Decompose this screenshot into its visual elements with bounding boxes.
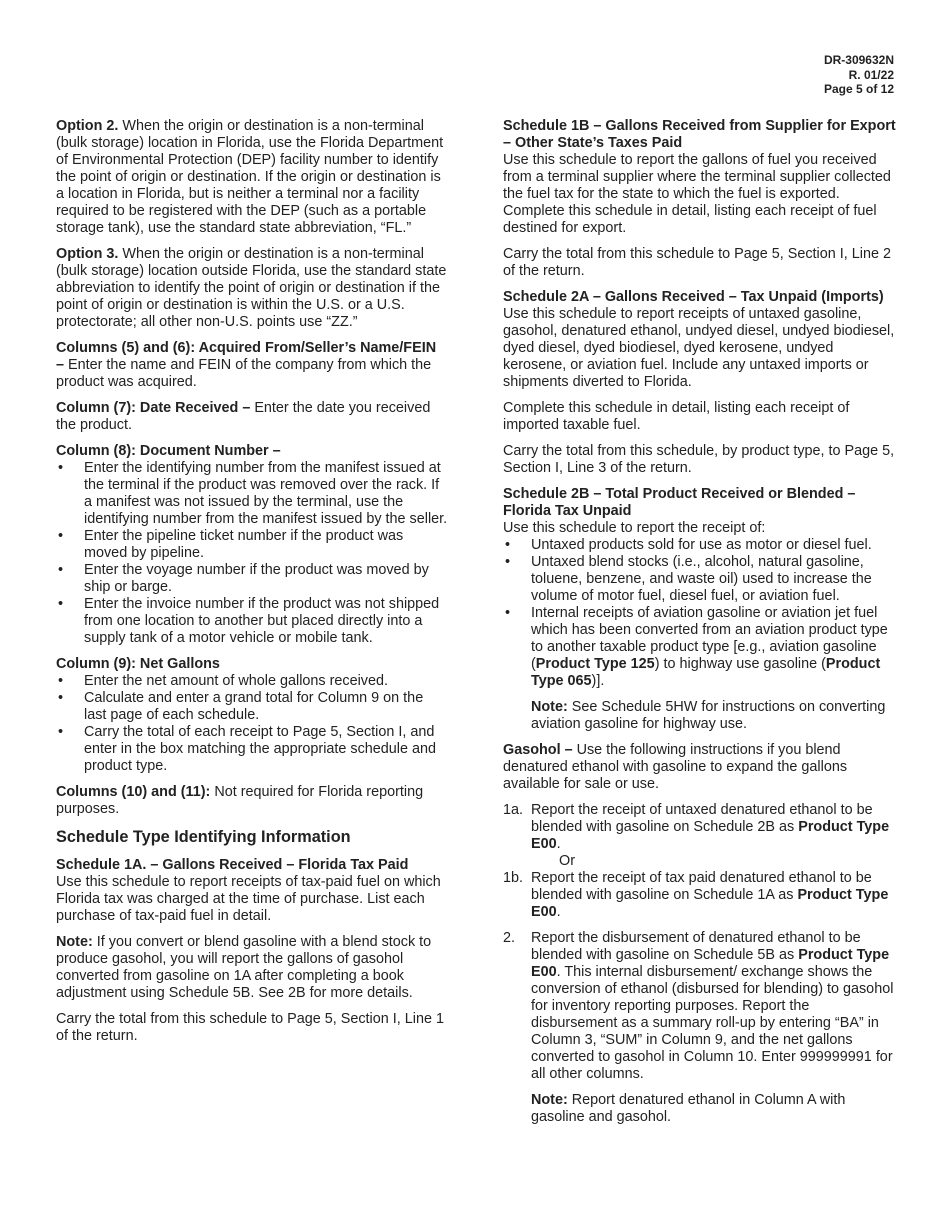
schedule-2b-heading: Schedule 2B – Total Product Received or Blended – Florida Tax Unpaid [503, 486, 856, 519]
complete-schedule-paragraph: Complete this schedule in detail, listing each receipt of imported taxable fuel. [503, 400, 850, 433]
list-item: • Enter the net amount of whole gallons received. [56, 673, 448, 690]
page-number: Page 5 of 12 [823, 82, 894, 96]
list-item: • Enter the identifying number from the manifest issued at the terminal if the product was removed over the rack. If a manifest was not issued by the terminal, use the identifying number from the manifest issued by the seller. [56, 460, 448, 528]
schedule-2b-intro: Use this schedule to report the receipt of: [503, 520, 766, 536]
carry-total-paragraph: Carry the total from this schedule to Page 5, Section I, Line 1 of the return. [56, 1011, 444, 1044]
list-item: • Internal receipts of aviation gasoline or aviation jet fuel which has been converted from an aviation product type to another taxable product type [e.g., aviation gasoline (Product Type 125) to highway use gasoline (Product Type 065)]. [503, 605, 896, 690]
list-item: • Carry the total of each receipt to Page 5, Section I, and enter in the box matching the appropriate schedule and product type. [56, 724, 448, 775]
list-item: • Untaxed products sold for use as motor or diesel fuel. [503, 537, 896, 554]
gasohol-paragraph: Gasohol – Use the following instructions if you blend denatured ethanol with gasoline to expand the gallons available for sale or use. [503, 742, 848, 792]
option-3-paragraph: Option 3. When the origin or destination is a non-terminal (bulk storage) location outside Florida, use the standard state abbreviation to identify the point of origin or destination if the point of origin or destination is within the U.S. or a U.S. protectorate; all other non-U.S. points use “ZZ.” [56, 246, 447, 330]
column-8-heading: Column (8): Document Number – [56, 443, 281, 459]
columns-10-11-paragraph: Columns (10) and (11): Not required for Florida reporting purposes. [56, 784, 424, 817]
list-item: • Enter the voyage number if the product was moved by ship or barge. [56, 562, 448, 596]
list-item: • Enter the pipeline ticket number if the product was moved by pipeline. [56, 528, 448, 562]
schedule-1b-text: Use this schedule to report the gallons of fuel you received from a terminal supplier where the terminal supplier collected the fuel tax for the state to which the fuel is exported. Complete this schedule in detail, listing each receipt of fuel destined for export. [503, 152, 891, 236]
column-9-heading: Column (9): Net Gallons [56, 656, 220, 672]
schedule-2b-list [503, 537, 896, 690]
section-title: Schedule Type Identifying Information [56, 828, 351, 846]
schedule-2a-heading: Schedule 2A – Gallons Received – Tax Unpaid (Imports) [503, 289, 884, 305]
step-1b: 1b. Report the receipt of tax paid denatured ethanol to be blended with gasoline on Schedule 1A as Product Type E00. [503, 870, 889, 920]
schedule-1b-heading: Schedule 1B – Gallons Received from Supplier for Export – Other State’s Taxes Paid [503, 118, 896, 151]
note-paragraph: Note: If you convert or blend gasoline with a blend stock to produce gasohol, you will report the gallons of gasohol converted from gasoline on 1A after completing a book adjustment using Schedule 5B. See 2B for more details. [56, 934, 432, 1001]
form-number: DR-309632N [823, 53, 894, 67]
column-9-list [56, 673, 448, 775]
schedule-1a-text: Use this schedule to report receipts of tax-paid fuel on which Florida tax was charged at the time of purchase. List each purchase of tax-paid fuel in detail. [56, 874, 441, 924]
form-revision: R. 01/22 [848, 67, 894, 82]
column-7-paragraph: Column (7): Date Received – Enter the date you received the product. [56, 400, 431, 433]
step-2: 2. Report the disbursement of denatured ethanol to be blended with gasoline on Schedule 5B as Product Type E00. This internal disbursement/ exchange shows the conversion of ethanol (disbursed for blending) to gasohol for inventory reporting purposes. Report the disbursement as a summary roll-up by entering “BA” in Column 3, “SUM” in Column 9, and the net gallons converted to gasohol in Column 10. Enter 999999991 for all other columns. [503, 930, 894, 1082]
schedule-1a-heading: Schedule 1A. – Gallons Received – Florida Tax Paid [56, 857, 409, 873]
list-item: • Calculate and enter a grand total for Column 9 on the last page of each schedule. [56, 690, 448, 724]
carry-total-paragraph: Carry the total from this schedule to Page 5, Section I, Line 2 of the return. [503, 246, 891, 279]
left-column [56, 118, 448, 1054]
note-paragraph: Note: See Schedule 5HW for instructions on converting aviation gasoline for highway use. [531, 699, 886, 732]
columns-5-6-paragraph: Columns (5) and (6): Acquired From/Seller’s Name/FEIN – Enter the name and FEIN of the company from which the product was acquired. [56, 340, 437, 390]
list-item: • Enter the invoice number if the product was not shipped from one location to another but placed directly into a supply tank of a motor vehicle or mobile tank. [56, 596, 448, 647]
list-item: • Untaxed blend stocks (i.e., alcohol, natural gasoline, toluene, benzene, and waste oil) used to increase the volume of motor fuel, diesel fuel, or aviation fuel. [503, 554, 896, 605]
step-1a: 1a. Report the receipt of untaxed denatured ethanol to be blended with gasoline on Schedule 2B as Product Type E00. [503, 802, 890, 852]
schedule-2a-text: Use this schedule to report receipts of untaxed gasoline, gasohol, denatured ethanol, undyed diesel, undyed biodiesel, dyed diesel, dyed biodiesel, dyed kerosene, undyed kerosene, or aviation fuel. Include any untaxed imports or shipments diverted to Florida. [503, 306, 895, 390]
or-separator: Or [559, 853, 575, 869]
right-column [503, 118, 896, 1135]
note-paragraph: Note: Report denatured ethanol in Column A with gasoline and gasohol. [531, 1092, 846, 1125]
form-header [824, 53, 894, 97]
option-2-paragraph: Option 2. When the origin or destination is a non-terminal (bulk storage) location in Florida, use the Florida Department of Environmental Protection (DEP) facility number to identify the point of origin or destination. If the origin or destination is a location in Florida, but is neither a terminal nor a facility required to be registered with the DEP (such as a portable storage tank), use the standard state abbreviation, “FL.” [56, 118, 444, 236]
column-8-list [56, 460, 448, 647]
carry-total-paragraph: Carry the total from this schedule, by product type, to Page 5, Section I, Line 3 of the return. [503, 443, 895, 476]
